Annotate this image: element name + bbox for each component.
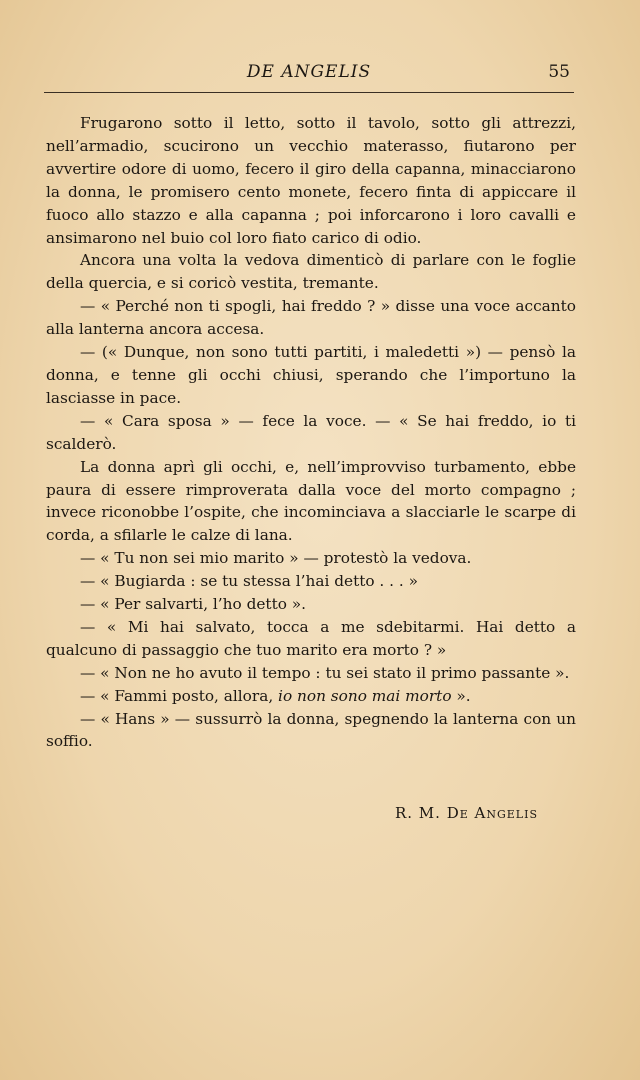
paragraph: — « Tu non sei mio marito » — protestò la vedova. xyxy=(80,549,472,568)
paragraph: — (« Dunque, non sono tutti partiti, i maledetti ») — pensò la donna, e tenne gli occhi chiusi, sperando che l’importuno la lasciasse in pace. xyxy=(46,343,576,407)
italic-text: io non sono mai morto xyxy=(278,686,452,705)
paragraph: La donna aprì gli occhi, e, nell’improvviso turbamento, ebbe paura di essere rimproverata dalla voce del morto compagno ; invece riconobbe l’ospite, che incominciava a slacciarle le scarpe di corda, a sfilarle le calze di lana. xyxy=(46,457,576,545)
page-number: 55 xyxy=(548,62,570,82)
paragraph: — « Bugiarda : se tu stessa l’hai detto . . . » xyxy=(80,572,418,591)
paragraph: Frugarono sotto il letto, sotto il tavolo, sotto gli attrezzi, nell’armadio, scucirono un vecchio materasso, fiutarono per avvertire odore di uomo, fecero il giro della capanna, minacciarono la donna, le promisero cento monete, fecero finta di appiccare il fuoco allo stazzo e alla capanna ; poi inforcarono i loro cavalli e ansimarono nel buio col loro fiato carico di odio. xyxy=(46,114,576,247)
paragraph: — « Mi hai salvato, tocca a me sdebitarmi. Hai detto a qualcuno di passaggio che tuo marito era morto ? » xyxy=(46,617,576,659)
paragraph: — « Hans » — sussurrò la donna, spegnendo la lanterna con un soffio. xyxy=(46,709,576,751)
text-run: — « Fammi posto, allora, xyxy=(80,686,279,705)
body-text xyxy=(46,112,576,753)
text-run: ». xyxy=(451,686,471,705)
paragraph: — « Perché non ti spogli, hai freddo ? » disse una voce accanto alla lanterna ancora accesa. xyxy=(46,297,576,339)
author-name: De Angelis xyxy=(446,804,538,822)
paragraph: — « Per salvarti, l’ho detto ». xyxy=(80,595,307,614)
author-initials: R. M. xyxy=(394,804,441,822)
paragraph: Ancora una volta la vedova dimenticò di parlare con le foglie della quercia, e si coricò vestita, tremante. xyxy=(46,251,576,293)
page-header xyxy=(44,60,574,93)
paragraph: — « Cara sposa » — fece la voce. — « Se hai freddo, io ti scalderò. xyxy=(46,411,576,453)
running-title: DE ANGELIS xyxy=(246,62,372,82)
author-signature xyxy=(395,804,538,822)
paragraph-with-italic xyxy=(46,685,576,708)
paragraph: — « Non ne ho avuto il tempo : tu sei stato il primo passante ». xyxy=(80,663,570,682)
